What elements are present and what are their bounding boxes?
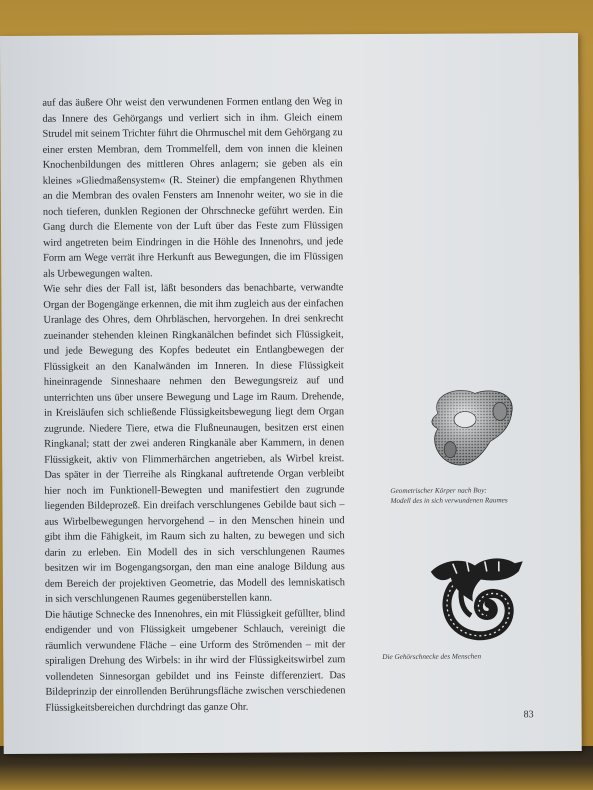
paragraph-1: auf das äußere Ohr weist den verwundenen Formen entlang den Weg in das Innere des Gehörgangs und verliert sich in ihm. Gleich einem Strudel mit seinem Trichter führt die Ohrmuschel mit dem Gehörgang zu einer ersten Membran, dem Trommelfell, dem von innen die kleinen Knochenbildungen des mittleren Ohres anlagern; sie geben als ein kleines »Gliedmaßensystem« (R. Steiner) die empfangenen Rhythmen an die Membran des ovalen Fensters am Innenohr weiter, wo sie in die noch tieferen, dunklen Regionen der Ohrschnecke geführt werden. Ein Gang durch die Elemente von der Luft über das Feste zum Flüssigen wird angetreten beim Eindringen in die Höhle des Innenohrs, und jede Form am Wege verrät ihre Herkunft aus Bewegungen, die im Flüssigen als Urbewegungen walten. <box>42 96 344 280</box>
paragraph-2: Wie sehr dies der Fall ist, läßt besonders das benachbarte, verwandte Organ der Bogengänge erkennen, die mit ihm zugleich aus der einfachen Uranlage des Ohres, dem Ohrbläschen, hervorgehen. In drei senkrecht zueinander stehenden kleinen Ringkanälchen befindet sich Flüssigkeit, und jede Bewegung des Kopfes bedeutet ein Entlangbewegen der Flüssigkeit an den Kanalwänden im Inneren. In diese Flüssigkeit hineinragende Sinneshaare nehmen den Bewegungsreiz auf und unterrichten uns über unsere Bewegung und Lage im Raum. Drehende, in Kreisläufen sich schließende Flüssigkeitsbewegung liegt dem Organ zugrunde. Niedere Tiere, etwa die Flußneunaugen, besitzen erst einen Ringkanal; statt der zwei anderen Ringkanäle aber Kammern, in denen Flüssigkeit, aktiv von Flimmerhärchen angetrieben, als Wirbel kreist. Das später in der Tierreihe als Ringkanal auftretende Organ verbleibt hier noch im Funktionell-Bewegten und manifestiert den zugrunde liegenden Bildeprozeß. Ein dreifach verschlungenes Gebilde baut sich – aus Wirbelbewegungen hervorgehend – in den Menschen hinein und gibt ihm die Fähigkeit, im Raum sich zu halten, zu bewegen und sich darin zu erleben. Ein Modell des in sich verschlungenen Raumes besitzen wir im Bogengangsorgan, den man eine analoge Bildung aus dem Bereich der projektiven Geometrie, das Modell des lemniskatisch in sich verschlungenen Raumes gegenüberstellen kann. <box>43 282 345 605</box>
paragraph-3: Die häutige Schnecke des Innenohres, ein mit Flüssigkeit gefüllter, blind endigender und von Flüssigkeit umgebener Schlauch, vereinigt die räumlich verwundene Fläche – eine Urform des Strömenden – mit der spiraligen Drehung des Wirbels: in ihr wird der Flüssigkeitswirbel zum vollendeten Sinnesorgan gebildet und ins Feinste differenziert. Das Bildeprinzip der einrollenden Berührungsfläche zwischen verschiedenen Flüssigkeitsbereichen durchdringt das ganze Ohr. <box>45 607 346 714</box>
figure-caption-cochlea: Die Gehörschnecke des Menschen <box>382 652 482 662</box>
caption-line-2: Modell des in sich verwundenen Raumes <box>390 496 508 505</box>
body-text <box>42 94 345 716</box>
boy-surface-illustration <box>420 383 520 474</box>
cochlea-illustration <box>423 551 529 644</box>
book-page <box>0 33 582 754</box>
figure-caption-boy-surface <box>390 485 540 506</box>
caption-line-1: Geometrischer Körper nach Boy: <box>390 486 487 495</box>
page-number: 83 <box>523 709 534 721</box>
